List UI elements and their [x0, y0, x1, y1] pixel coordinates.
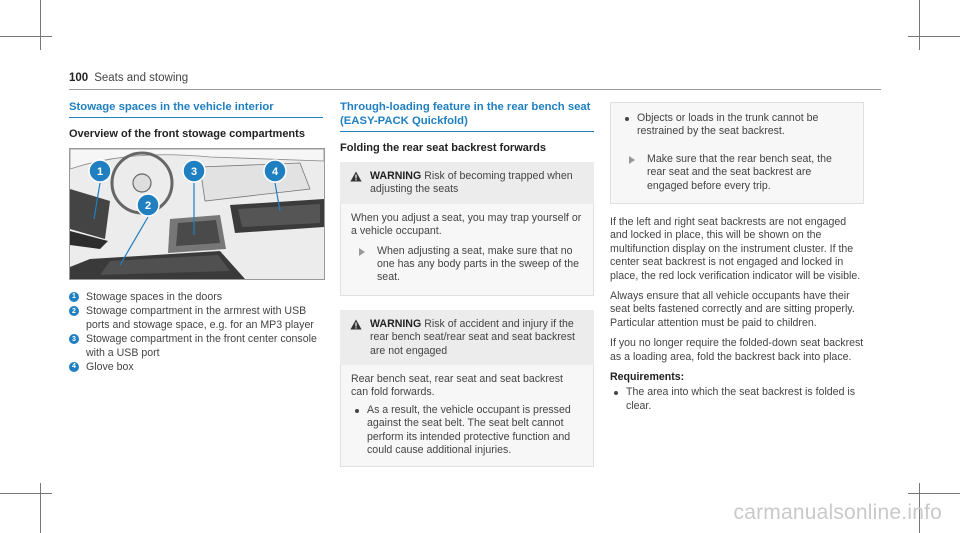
legend-item: 4 Glove box	[69, 361, 323, 374]
header-rule	[69, 89, 881, 90]
bullet-item: Objects or loads in the trunk cannot be restrained by the seat backrest.	[621, 112, 853, 139]
warning-triangle-icon	[350, 319, 362, 330]
interior-drawing	[70, 149, 324, 279]
column-stowage	[69, 100, 323, 375]
bullet-dot-icon	[355, 409, 359, 413]
crop-mark	[908, 493, 960, 494]
watermark: carmanualsonline.info	[733, 501, 942, 524]
paragraph: If the left and right seat backrests are not engaged and locked in place, this will be shown on the multifunction display on the instrument cluster. If the center seat backrest is not engaged and locked in place, the red lock verification indicator will be visible.	[610, 216, 861, 282]
warning-text: Risk of accident and injury if the rear bench seat/rear seat and seat backrest are not engaged	[370, 317, 575, 357]
page-number: 100	[69, 72, 89, 84]
warning-label: WARNING	[370, 317, 422, 330]
bullet-dot-icon	[614, 391, 618, 395]
warning-header	[340, 162, 594, 204]
instruction-step: When adjusting a seat, make sure that no one has any body parts in the sweep of the seat.	[351, 245, 583, 285]
warning-box	[340, 162, 594, 296]
column-easy-pack	[340, 100, 594, 475]
instruction-step: Make sure that the rear bench seat, the rear seat and the seat backrest are engaged before every trip.	[621, 153, 853, 193]
page-header	[69, 72, 188, 84]
warning-triangle-icon	[350, 171, 362, 182]
warning-text: Risk of becoming trapped when adjusting the seats	[370, 170, 573, 196]
step-arrow-icon	[359, 248, 365, 256]
crop-mark	[908, 36, 960, 37]
callout-1: 1	[96, 166, 104, 178]
legend-item: 3 Stowage compartment in the front center console with a USB port	[69, 333, 323, 360]
warning-body: When you adjust a seat, you may trap yourself or a vehicle occupant. When adjusting a seat, make sure that no one has any body parts in the sweep of the seat.	[340, 204, 594, 296]
section-title: Stowage spaces in the vehicle interior	[69, 100, 323, 118]
warning-label: WARNING	[370, 170, 422, 182]
legend	[69, 291, 323, 374]
callout-2: 2	[144, 200, 152, 212]
interior-illustration	[69, 148, 325, 280]
section-subtitle: Overview of the front stowage compartments	[69, 128, 305, 140]
crop-mark	[0, 493, 52, 494]
legend-number: 4	[69, 362, 79, 372]
legend-item: 2 Stowage compartment in the armrest with USB ports and stowage space, e.g. for an MP3 player	[69, 305, 323, 332]
paragraph: Always ensure that all vehicle occupants have their seat belts fastened correctly and are sitting properly. Particular attention must be paid to children.	[610, 290, 855, 329]
crop-mark	[0, 36, 52, 37]
callout-4: 4	[271, 166, 279, 178]
section-subtitle: Folding the rear seat backrest forwards	[340, 142, 547, 154]
warning-continuation	[610, 102, 864, 204]
chapter-title: Seats and stowing	[94, 72, 189, 84]
paragraph: If you no longer require the folded-down seat backrest as a loading area, fold the backrest back into place.	[610, 337, 864, 363]
crop-mark	[40, 483, 41, 533]
legend-number: 3	[69, 334, 79, 344]
section-title: Through-loading feature in the rear bench seat (EASY-PACK Quickfold)	[340, 100, 594, 132]
warning-header	[340, 310, 594, 365]
crop-mark	[40, 0, 41, 50]
legend-number: 2	[69, 306, 79, 316]
warning-box	[340, 310, 594, 467]
column-continued	[610, 102, 864, 413]
legend-item: 1 Stowage spaces in the doors	[69, 291, 323, 304]
bullet-item: The area into which the seat backrest is folded is clear.	[610, 386, 864, 413]
requirements-heading: Requirements:	[610, 371, 685, 384]
legend-number: 1	[69, 292, 79, 302]
crop-mark	[919, 0, 920, 50]
bullet-dot-icon	[625, 117, 629, 121]
callout-3: 3	[190, 166, 198, 178]
bullet-item: As a result, the vehicle occupant is pressed against the seat belt. The seat belt cannot perform its intended protective function and could cause additional injuries.	[351, 404, 583, 458]
step-arrow-icon	[629, 156, 635, 164]
warning-body: Rear bench seat, rear seat and seat backrest can fold forwards. As a result, the vehicle occupant is pressed against the seat belt. The seat belt cannot perform its intended protective function and could cause additional injuries.	[340, 365, 594, 466]
